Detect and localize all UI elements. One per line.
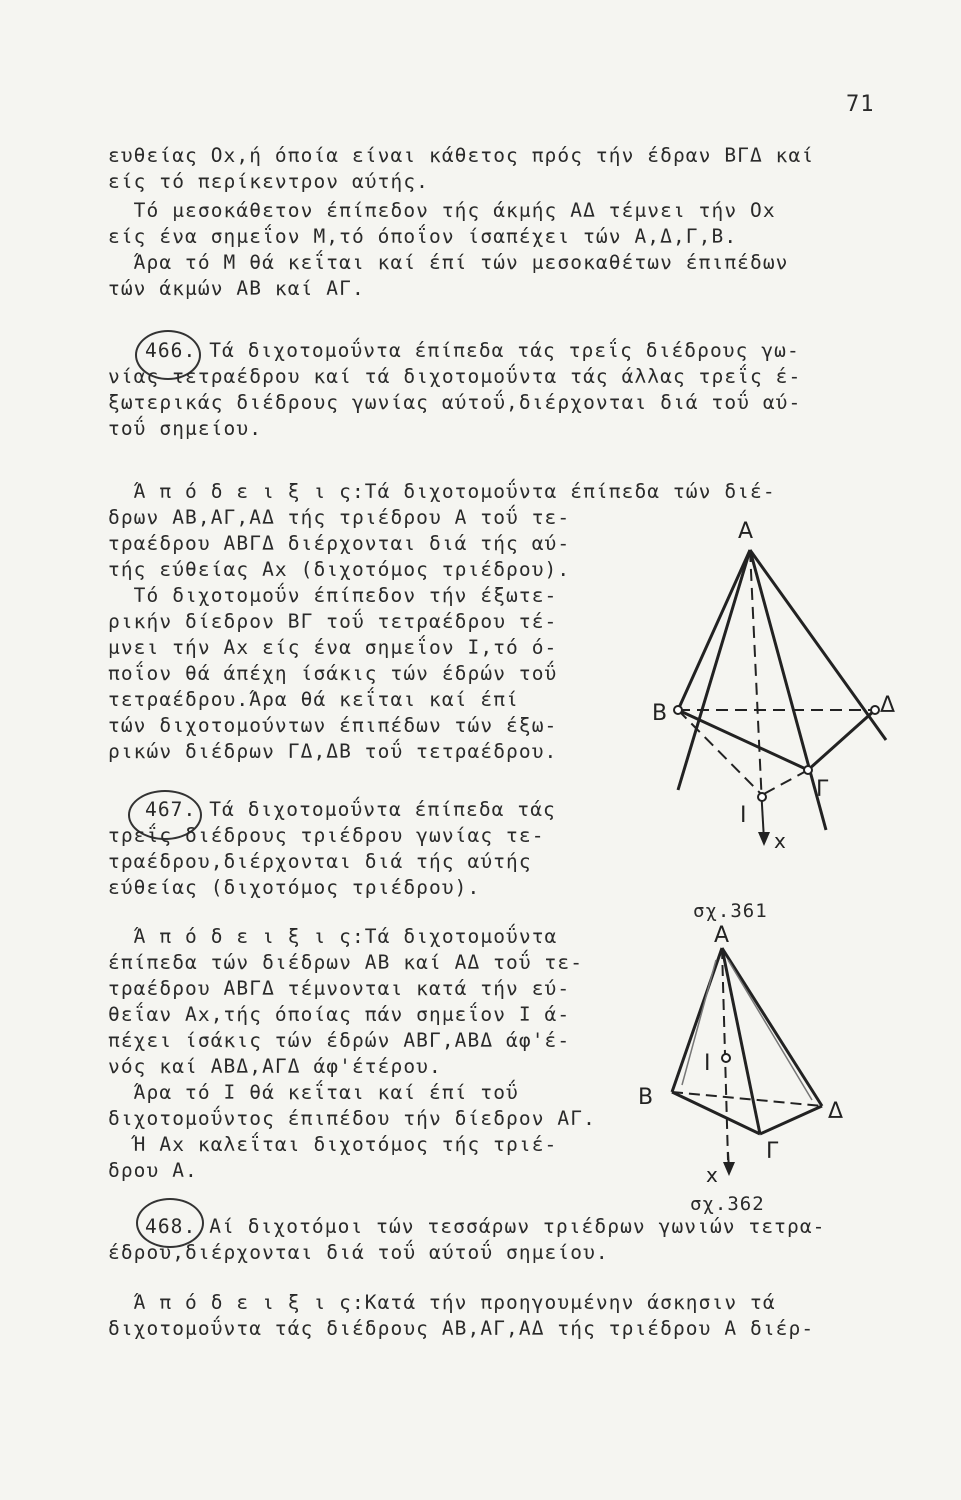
text-line: διχοτομοΰντα τάς διέδρους ΑΒ,ΑΓ,ΑΔ τής τριέδρου Α διέρ- xyxy=(108,1317,815,1340)
label-b: B xyxy=(638,1085,654,1110)
label-b: B xyxy=(652,701,668,726)
text-line: διχοτομοΰντος έπιπέδου τήν δίεδρον ΑΓ. xyxy=(108,1107,596,1130)
figure-caption-361: σχ.361 xyxy=(693,900,768,922)
shading-line xyxy=(728,960,812,1100)
text-line: Άρα τό Ι θά κεΐται καί έπί τοΰ xyxy=(108,1081,519,1104)
text-line: είς ένα σημεΐον Μ,τό όποΐον ίσαπέχει τών Α,Δ,Γ,Β. xyxy=(108,225,738,248)
text-line: Τό μεσοκάθετον έπίπεδον τής άκμής ΑΔ τέμνει τήν Οx xyxy=(108,199,776,222)
text-line: θεΐαν Αx,τής όποίας πάν σημεΐον Ι ά- xyxy=(108,1003,571,1026)
edge-line xyxy=(808,710,875,770)
edge-line xyxy=(678,710,808,770)
hidden-edge xyxy=(762,770,808,795)
text-line: ευθείας Οx,ή όποία είναι κάθετος πρός τήν έδραν ΒΓΔ καί xyxy=(108,144,815,167)
label-g: Γ xyxy=(766,1139,779,1164)
text-line: Τό διχοτομοΰν έπίπεδον τήν έξωτε- xyxy=(108,584,558,607)
text-line: τών διχοτομούντων έπιπέδων τών έξω- xyxy=(108,714,558,737)
text-line: δρων ΑΒ,ΑΓ,ΑΔ τής τριέδρου Α τοΰ τε- xyxy=(108,506,571,529)
text-line: ποΐον θά άπέχη ίσάκις τών έδρών τοΰ xyxy=(108,662,558,685)
text-line: τραέδρου,διέρχονται διά τής αύτής xyxy=(108,850,532,873)
edge-line xyxy=(750,550,886,740)
text-line: 468. Αί διχοτόμοι τών τεσσάρων τριέδρων γωνιών τετρα- xyxy=(145,1215,826,1238)
label-i: I xyxy=(740,803,747,828)
text-line: τετραέδρου.Άρα θά κεΐται καί έπί xyxy=(108,688,519,711)
figure-362 xyxy=(630,920,870,1195)
text-line: Ά π ό δ ε ι ξ ι ς:Τά διχοτομοΰντα έπίπεδα τών διέ- xyxy=(108,480,776,503)
text-line: μνει τήν Αx είς ένα σημεΐον Ι,τό ό- xyxy=(108,636,558,659)
label-x: x xyxy=(774,829,786,853)
label-a: A xyxy=(738,519,754,544)
text-line: Ά π ό δ ε ι ξ ι ς:Κατά τήν προηγουμένην άσκησιν τά xyxy=(108,1291,776,1314)
text-line: ρικήν δίεδρον ΒΓ τοΰ τετραέδρου τέ- xyxy=(108,610,558,633)
text-line: 466. Τά διχοτομοΰντα έπίπεδα τάς τρεΐς διέδρους γω- xyxy=(145,339,800,362)
text-line: τών άκμών ΑΒ καί ΑΓ. xyxy=(108,277,365,300)
edge-line xyxy=(672,948,722,1092)
text-line: 467. Τά διχοτομοΰντα έπίπεδα τάς xyxy=(145,798,556,821)
text-line: έδρου,διέρχονται διά τοΰ αύτοΰ σημείου. xyxy=(108,1241,609,1264)
text-line: ξωτερικάς διέδρους γωνίας αύτοΰ,διέρχονται διά τοΰ αύ- xyxy=(108,391,802,414)
text-line: έπίπεδα τών διέδρων ΑΒ καί ΑΔ τοΰ τε- xyxy=(108,951,584,974)
text-line: Ή Αx καλεΐται διχοτόμος τής τριέ- xyxy=(108,1133,558,1156)
edge-line xyxy=(678,550,750,790)
text-line: πέχει ίσάκις τών έδρών ΑΒΓ,ΑΒΔ άφ'έ- xyxy=(108,1029,571,1052)
text-line: τραέδρου ΑΒΓΔ διέρχονται διά τής αύ- xyxy=(108,532,571,555)
page-number: 71 xyxy=(846,92,875,117)
label-d: Δ xyxy=(880,693,896,718)
label-g: Γ xyxy=(816,777,829,802)
label-a: A xyxy=(714,923,730,948)
text-line: ρικών διέδρων ΓΔ,ΔΒ τοΰ τετραέδρου. xyxy=(108,740,558,763)
text-line: Άρα τό Μ θά κεΐται καί έπί τών μεσοκαθέτων έπιπέδων xyxy=(108,251,789,274)
figure-caption-362: σχ.362 xyxy=(690,1193,765,1215)
text-line: νίας τετραέδρου καί τά διχοτομοΰντα τάς άλλας τρεΐς έ- xyxy=(108,365,802,388)
shading-line xyxy=(682,960,716,1085)
label-x: x xyxy=(706,1163,718,1187)
text-line: Ά π ό δ ε ι ξ ι ς:Τά διχοτομοΰντα xyxy=(108,925,558,948)
text-line: τρεΐς διέδρους τριέδρου γωνίας τε- xyxy=(108,824,545,847)
text-line: τοΰ σημείου. xyxy=(108,417,263,440)
label-i: I xyxy=(704,1051,711,1076)
text-line: τής εύθείας Αx (διχοτόμος τριέδρου). xyxy=(108,558,571,581)
text-line: είς τό περίκεντρον αύτής. xyxy=(108,170,429,193)
text-line: νός καί ΑΒΔ,ΑΓΔ άφ'έτέρου. xyxy=(108,1055,442,1078)
text-line: τραέδρου ΑΒΓΔ τέμνονται κατά τήν εύ- xyxy=(108,977,571,1000)
text-line: εύθείας (διχοτόμος τριέδρου). xyxy=(108,876,481,899)
text-line: δρου Α. xyxy=(108,1159,198,1182)
edge-line xyxy=(678,550,750,710)
edge-line xyxy=(760,1106,822,1134)
figure-361 xyxy=(640,510,920,870)
label-d: Δ xyxy=(828,1099,844,1124)
